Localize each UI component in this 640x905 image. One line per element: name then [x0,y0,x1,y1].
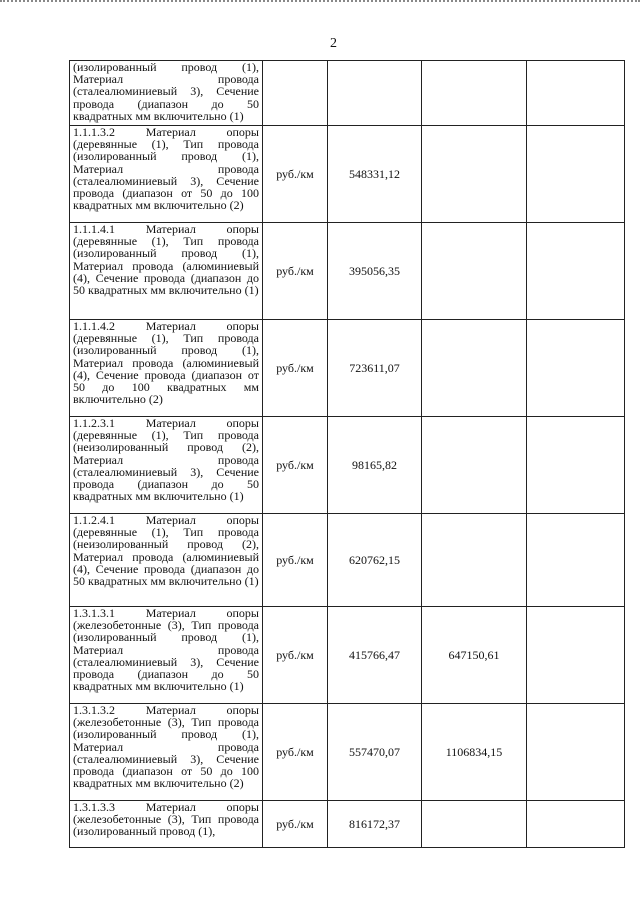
row-unit: руб./км [263,320,328,417]
row-value-3 [527,320,625,417]
row-description: (изолированный провод (1), Материал провода (сталеалюминиевый 3), Сечение провода (диапазон до 50 квадратных мм включительно (1) [70,61,263,126]
row-unit [263,61,328,126]
row-value-2: 647150,61 [422,607,527,704]
row-value-1: 723611,07 [328,320,422,417]
row-value-1: 395056,35 [328,223,422,320]
row-value-3 [527,417,625,514]
row-value-3 [527,223,625,320]
page-number: 2 [330,36,337,51]
row-value-2: 1106834,15 [422,704,527,801]
row-description: 1.1.2.3.1 Материал опоры (деревянные (1), Тип провода (неизолированный провод (2), Материал провода (сталеалюминиевый 3), Сечение провода (диапазон до 50 квадратных мм включительно (1) [70,417,263,514]
row-value-1: 620762,15 [328,514,422,607]
row-value-1: 548331,12 [328,126,422,223]
row-unit: руб./км [263,704,328,801]
table-row [70,417,625,514]
row-unit: руб./км [263,126,328,223]
row-value-2 [422,801,527,848]
row-value-3 [527,61,625,126]
row-description: 1.1.1.4.1 Материал опоры (деревянные (1), Тип провода (изолированный провод (1), Материал провода (алюминиевый (4), Сечение провода (диапазон до 50 квадратных мм включительно (1) [70,223,263,320]
row-description: 1.3.1.3.3 Материал опоры (железобетонные (3), Тип провода (изолированный провод (1), [70,801,263,848]
row-unit: руб./км [263,223,328,320]
table-row [70,607,625,704]
table-row [70,801,625,848]
row-value-1: 557470,07 [328,704,422,801]
row-value-3 [527,704,625,801]
scan-edge-artifact [0,0,640,6]
table-row [70,126,625,223]
row-unit: руб./км [263,801,328,848]
rates-table [69,60,625,848]
row-value-3 [527,126,625,223]
row-description: 1.1.1.4.2 Материал опоры (деревянные (1), Тип провода (изолированный провод (1), Материал провода (алюминиевый (4), Сечение провода (диапазон от 50 до 100 квадратных мм включительно (2) [70,320,263,417]
row-value-2 [422,514,527,607]
row-value-1 [328,61,422,126]
row-unit: руб./км [263,514,328,607]
row-value-2 [422,61,527,126]
row-value-1: 415766,47 [328,607,422,704]
row-value-2 [422,320,527,417]
row-description: 1.1.1.3.2 Материал опоры (деревянные (1), Тип провода (изолированный провод (1), Материал провода (сталеалюминиевый 3), Сечение провода (диапазон от 50 до 100 квадратных мм включительно (2) [70,126,263,223]
row-unit: руб./км [263,607,328,704]
table-row [70,223,625,320]
row-value-3 [527,514,625,607]
table-row [70,704,625,801]
table-row [70,514,625,607]
row-value-2 [422,126,527,223]
row-unit: руб./км [263,417,328,514]
table-row [70,61,625,126]
row-value-1: 98165,82 [328,417,422,514]
row-value-3 [527,607,625,704]
row-description: 1.3.1.3.1 Материал опоры (железобетонные (3), Тип провода (изолированный провод (1), Материал провода (сталеалюминиевый 3), Сечение провода (диапазон до 50 квадратных мм включительно (1) [70,607,263,704]
row-value-2 [422,417,527,514]
row-value-3 [527,801,625,848]
row-value-2 [422,223,527,320]
row-value-1: 816172,37 [328,801,422,848]
row-description: 1.1.2.4.1 Материал опоры (деревянные (1), Тип провода (неизолированный провод (2), Материал провода (алюминиевый (4), Сечение провода (диапазон до 50 квадратных мм включительно (1) [70,514,263,607]
row-description: 1.3.1.3.2 Материал опоры (железобетонные (3), Тип провода (изолированный провод (1), Материал провода (сталеалюминиевый 3), Сечение провода (диапазон от 50 до 100 квадратных мм включительно (2) [70,704,263,801]
table-row [70,320,625,417]
